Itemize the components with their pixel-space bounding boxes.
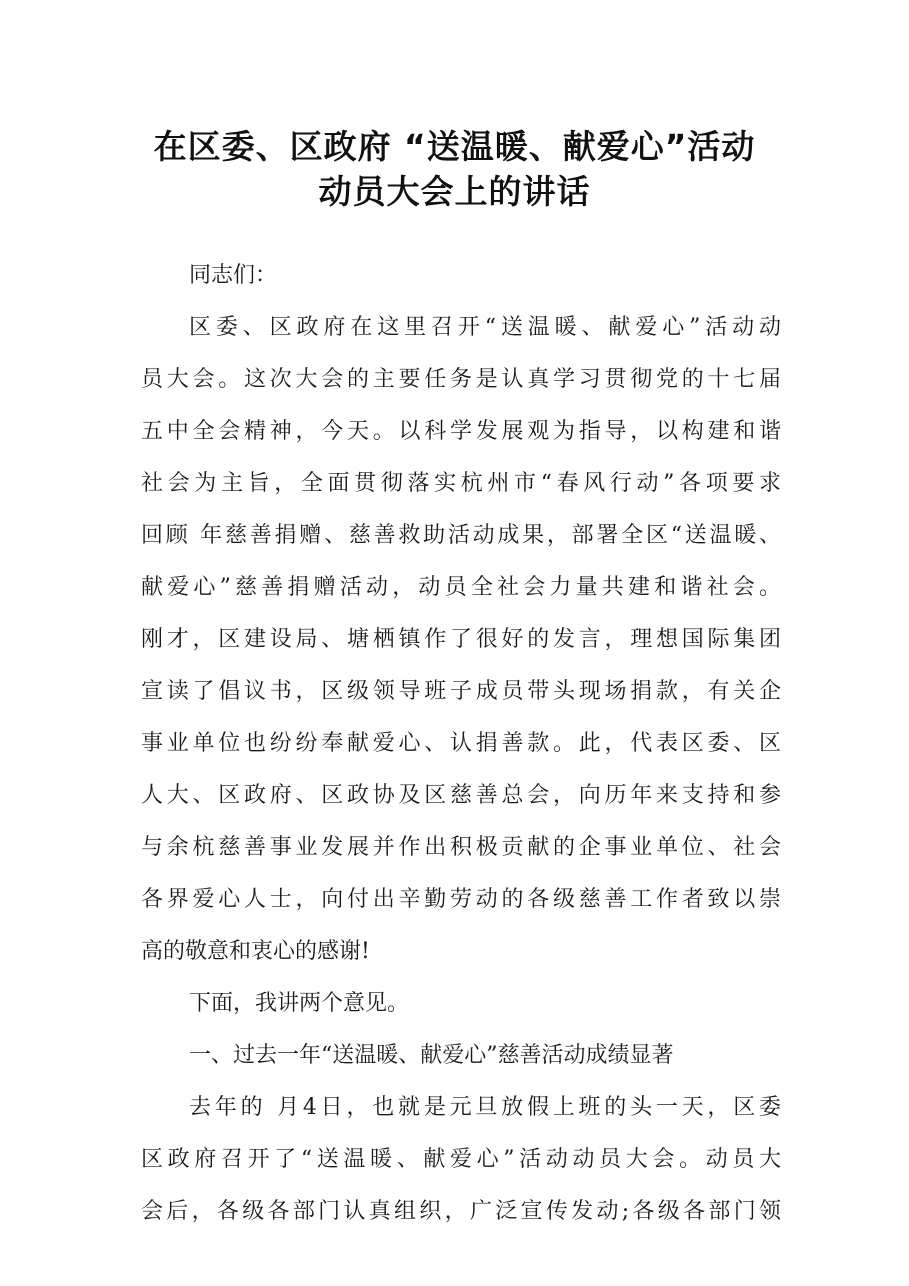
body-line: 各界爱心人士，向付出辛勤劳动的各级慈善工作者致以崇 [141, 887, 781, 912]
body-line: 高的敬意和衷心的感谢! [141, 939, 370, 964]
body-line: 献爱心”慈善捐赠活动，动员全社会力量共建和谐社会。 [141, 575, 781, 600]
body-line: 回顾 年慈善捐赠、慈善救助活动成果，部署全区“送温暖、 [141, 523, 781, 548]
body-line: 下面，我讲两个意见。 [189, 991, 410, 1016]
body-line: 会后，各级各部门认真组织，广泛宣传发动;各级各部门领 [141, 1199, 781, 1224]
body-line: 五中全会精神，今天。以科学发展观为指导，以构建和谐 [141, 419, 781, 444]
body-line: 人大、区政府、区政协及区慈善总会，向历年来支持和参 [141, 783, 781, 808]
document-title-line-2: 动员大会上的讲话 [318, 172, 591, 211]
section-heading: 一、过去一年“送温暖、献爱心”慈善活动成绩显著 [189, 1043, 674, 1068]
body-line: 与余杭慈善事业发展并作出积极贡献的企事业单位、社会 [141, 835, 781, 860]
document-body [141, 250, 781, 1238]
body-line: 区委、区政府在这里召开“送温暖、献爱心”活动动 [189, 315, 781, 340]
body-line: 员大会。这次大会的主要任务是认真学习贯彻党的十七届 [141, 367, 781, 392]
document-title-line-1: 在区委、区政府 “送温暖、献爱心”活动 [153, 127, 756, 166]
body-line: 宣读了倡议书，区级领导班子成员带头现场捐款，有关企 [141, 679, 781, 704]
body-line: 去年的 月4日，也就是元旦放假上班的头一天，区委 [189, 1095, 781, 1120]
body-line: 事业单位也纷纷奉献爱心、认捐善款。此，代表区委、区 [141, 731, 781, 756]
salutation: 同志们： [189, 263, 278, 288]
body-line: 刚才，区建设局、塘栖镇作了很好的发言，理想国际集团 [141, 627, 781, 652]
body-line: 社会为主旨，全面贯彻落实杭州市“春风行动”各项要求 [141, 471, 781, 496]
body-line: 区政府召开了“送温暖、献爱心”活动动员大会。动员大 [141, 1147, 781, 1172]
